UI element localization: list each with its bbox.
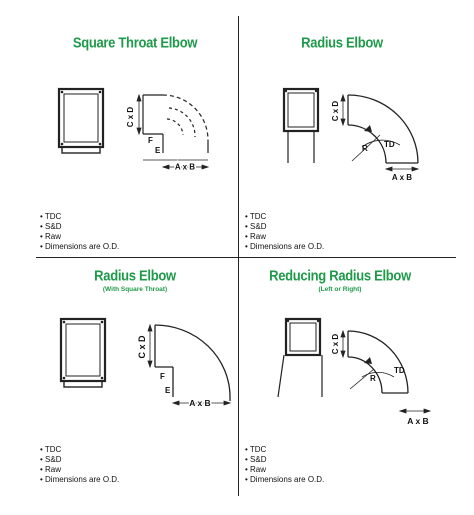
axb-label: A x B [189, 398, 211, 408]
feature-item: • TDC [40, 445, 119, 455]
feature-item: • S&D [40, 455, 119, 465]
axb-label: A x B [391, 173, 413, 182]
square-throat-elbow-diagram [55, 87, 215, 197]
feature-item: • TDC [245, 212, 324, 222]
features-list-radius-elbow-square-throat [40, 445, 119, 485]
panel-title-radius-elbow: Radius Elbow [301, 34, 383, 51]
r-label: R [362, 144, 368, 153]
horizontal-divider [36, 257, 456, 258]
duct-end-view [284, 89, 318, 163]
radius-elbow-diagram [280, 85, 450, 195]
cxd-label: C x D [331, 333, 340, 355]
cxd-dimension [148, 325, 152, 367]
axb-dimension [400, 409, 430, 413]
feature-item: • Dimensions are O.D. [245, 242, 324, 252]
feature-item: • S&D [245, 222, 324, 232]
panel-subtitle-square-throat: (With Square Throat) [102, 286, 168, 293]
duct-end-view [278, 319, 322, 397]
duct-end-view [61, 319, 105, 387]
e-label: E [155, 146, 161, 155]
cxd-label: C x D [137, 335, 147, 359]
axb-label: A x B [407, 416, 429, 426]
feature-item: • TDC [245, 445, 324, 455]
features-list-radius-elbow [245, 212, 324, 252]
elbow-side-view [348, 331, 408, 393]
panel-subtitle-left-or-right: (Left or Right) [318, 286, 362, 293]
td-label: TD [394, 366, 405, 375]
td-label: TD [384, 140, 395, 149]
axb-dimension [386, 167, 418, 171]
feature-item: • TDC [40, 212, 119, 222]
panel-title-radius-elbow-square-throat: Radius Elbow [94, 267, 176, 284]
feature-item: • S&D [245, 455, 324, 465]
features-list-reducing-radius-elbow [245, 445, 324, 485]
r-label: R [370, 374, 376, 383]
cxd-label: C x D [331, 100, 340, 122]
feature-item: • Raw [245, 232, 324, 242]
axb-label: A x B [174, 162, 196, 172]
duct-end-view [59, 89, 103, 153]
elbow-side-view [348, 95, 418, 163]
feature-item: • Dimensions are O.D. [245, 475, 324, 485]
panel-title-square-throat-elbow: Square Throat Elbow [72, 34, 198, 51]
elbow-side-view [143, 95, 208, 160]
cxd-dimension [341, 95, 345, 125]
f-label: F [148, 136, 153, 145]
cxd-label: C x D [126, 106, 135, 128]
radius-elbow-square-throat-diagram [55, 315, 235, 435]
feature-item: • S&D [40, 222, 119, 232]
feature-item: • Raw [40, 232, 119, 242]
e-label: E [165, 386, 171, 395]
feature-item: • Raw [245, 465, 324, 475]
cxd-dimension [341, 331, 345, 357]
feature-item: • Raw [40, 465, 119, 475]
panel-title-reducing-radius-elbow: Reducing Radius Elbow [269, 267, 411, 284]
vertical-divider [238, 16, 239, 496]
cxd-dimension [137, 95, 141, 134]
f-label: F [160, 372, 165, 381]
features-list-square-throat [40, 212, 119, 252]
reducing-radius-elbow-diagram [270, 313, 450, 433]
feature-item: • Dimensions are O.D. [40, 475, 119, 485]
feature-item: • Dimensions are O.D. [40, 242, 119, 252]
